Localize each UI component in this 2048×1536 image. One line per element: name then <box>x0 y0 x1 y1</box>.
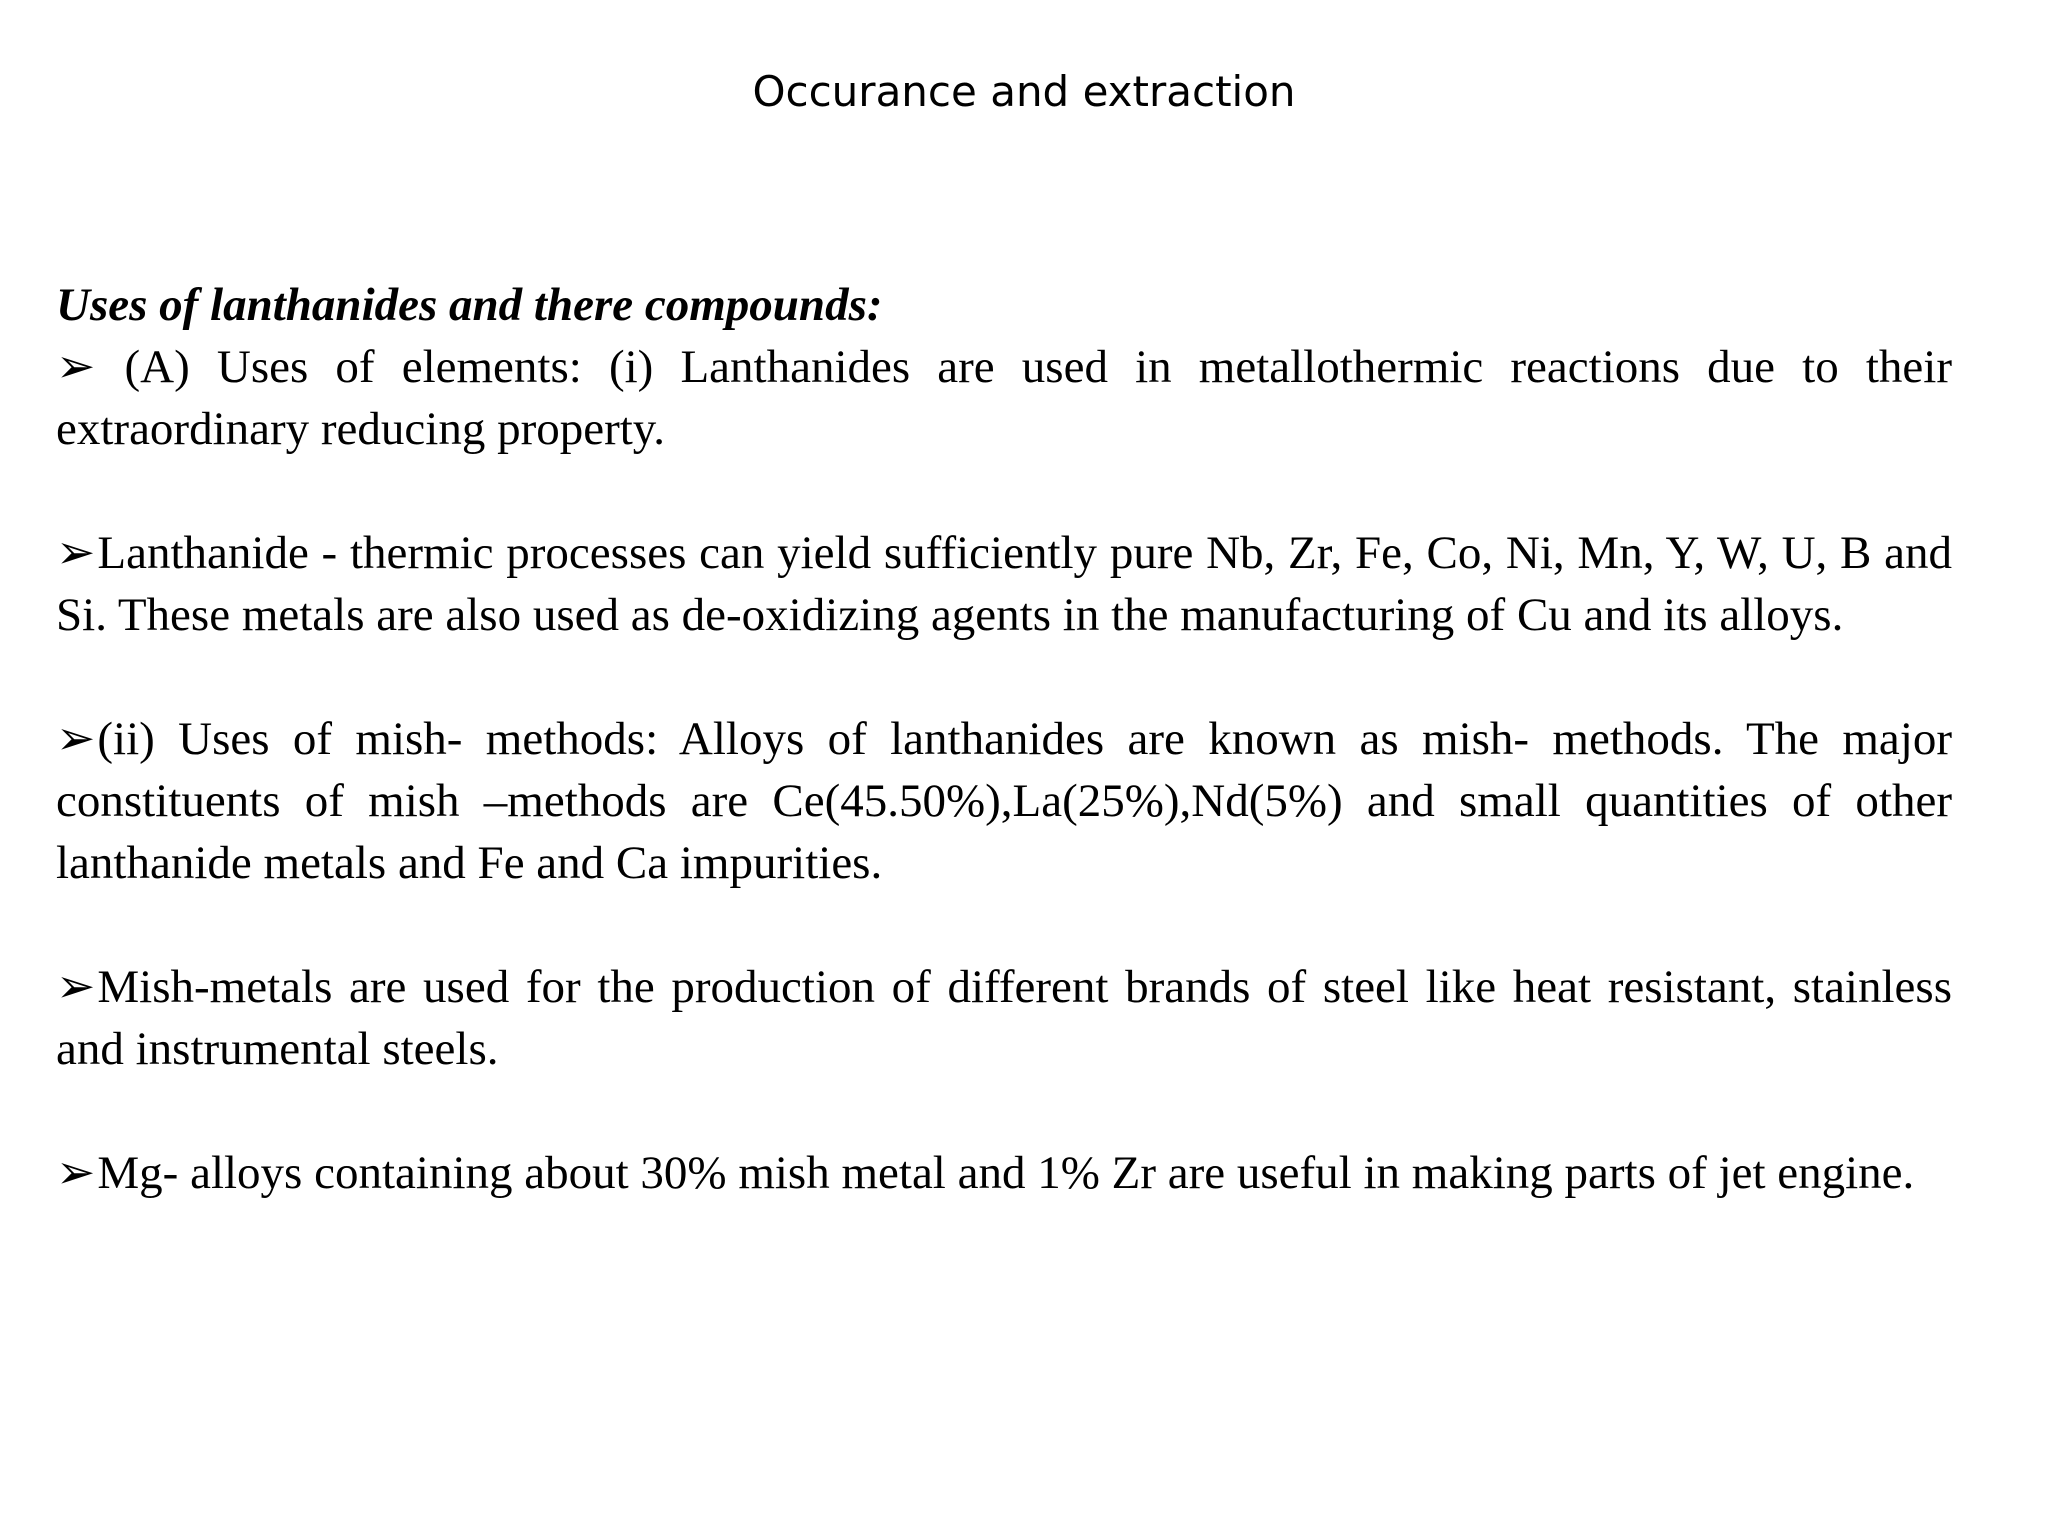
bullet-text-2: Lanthanide - thermic processes can yield sufficiently pure Nb, Zr, Fe, Co, Ni, Mn, Y, W, U, B and Si. These metals are also used as de-oxidizing agents in the manufacturing of Cu and its alloys. <box>56 527 1952 641</box>
slide-body <box>56 274 1952 1204</box>
bullet-text-1: (A) Uses of elements: (i) Lanthanides are used in metallothermic reactions due to their extraordinary reducing property. <box>56 341 1953 455</box>
section-heading: Uses of lanthanides and there compounds: <box>56 279 883 331</box>
bullet-text-5: Mg- alloys containing about 30% mish metal and 1% Zr are useful in making parts of jet engine. <box>97 1147 1915 1199</box>
arrow-bullet-icon: ➢ <box>56 527 96 579</box>
arrow-bullet-icon: ➢ <box>56 341 123 393</box>
arrow-bullet-icon: ➢ <box>56 961 96 1013</box>
slide-title: Occurance and extraction <box>752 67 1296 116</box>
bullet-text-3: (ii) Uses of mish- methods: Alloys of lanthanides are known as mish- methods. The major constituents of mish –methods are Ce(45.50%),La(25%),Nd(5%) and small quantities of other lanthanide metals and Fe and Ca impurities. <box>56 713 1952 889</box>
bullet-text-4: Mish-metals are used for the production of different brands of steel like heat resistant, stainless and instrumental steels. <box>56 961 1952 1075</box>
arrow-bullet-icon: ➢ <box>56 713 96 765</box>
bullet-paragraph-3 <box>56 708 1952 894</box>
bullet-paragraph-5 <box>56 1142 1952 1204</box>
bullet-paragraph-2 <box>56 522 1952 646</box>
bullet-paragraph-4 <box>56 956 1952 1080</box>
bullet-paragraph-1 <box>56 336 1952 460</box>
arrow-bullet-icon: ➢ <box>56 1147 96 1199</box>
